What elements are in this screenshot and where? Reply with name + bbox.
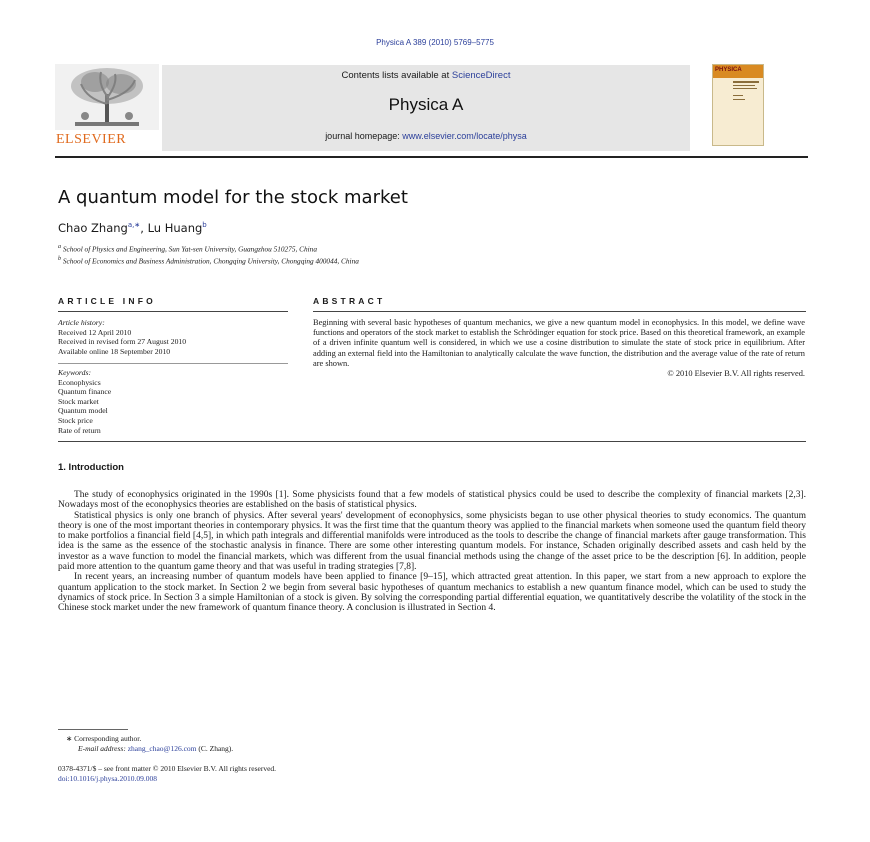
section-heading: 1. Introduction xyxy=(58,462,124,473)
affiliation-text: School of Economics and Business Administration, Chongqing University, Chongqing 400044, China xyxy=(62,256,359,266)
homepage-prefix: journal homepage: xyxy=(325,131,403,141)
keyword: Stock market xyxy=(58,396,99,406)
keyword: Quantum finance xyxy=(58,387,112,397)
history-item: Received in revised form 27 August 2010 xyxy=(58,337,187,347)
abstract-body xyxy=(313,318,805,379)
abstract-rule xyxy=(313,311,806,312)
author-separator: , xyxy=(140,221,148,235)
keyword: Quantum model xyxy=(58,406,108,416)
affiliation-text: School of Physics and Engineering, Sun Yat-sen University, Guangzhou 510275, China xyxy=(62,244,317,254)
author-name: Chao Zhang xyxy=(58,221,128,235)
affiliation xyxy=(58,256,359,265)
author-affiliation-link[interactable]: b xyxy=(202,221,207,230)
abstract-heading: ABSTRACT xyxy=(313,296,386,306)
paragraph: The study of econophysics originated in the 1990s [1]. Some physicists found that a few models of statistical physics could be used to describe the complexity of financial markets [2,3]. Nowadays most of the econophysics theories are established on the basis of statistical physics. xyxy=(58,490,806,511)
footnote-rule xyxy=(58,729,128,730)
contents-prefix: Contents lists available at xyxy=(341,70,452,81)
article-history xyxy=(58,318,298,356)
homepage-link[interactable]: www.elsevier.com/locate/physa xyxy=(402,131,527,141)
article-title: A quantum model for the stock market xyxy=(58,187,408,208)
keyword: Rate of return xyxy=(58,425,101,435)
author-affiliation-link[interactable]: a,∗ xyxy=(127,221,141,230)
introduction-body xyxy=(58,490,806,614)
affiliation-marker: a xyxy=(58,244,62,250)
contents-line xyxy=(162,70,690,81)
cover-line xyxy=(733,85,755,86)
journal-citation[interactable]: Physica A 389 (2010) 5769–5775 xyxy=(376,38,494,47)
cover-line xyxy=(733,95,743,96)
email-label: E-mail address: xyxy=(78,744,128,753)
journal-masthead xyxy=(162,65,690,151)
abstract-copyright: © 2010 Elsevier B.V. All rights reserved. xyxy=(667,369,805,379)
history-item: Available online 18 September 2010 xyxy=(58,346,171,356)
frontmatter-notice: 0378-4371/$ – see front matter © 2010 Elsevier B.V. All rights reserved. xyxy=(58,764,277,773)
cover-line xyxy=(733,99,745,100)
cover-line xyxy=(733,88,757,89)
keyword: Stock price xyxy=(58,415,93,425)
sciencedirect-link[interactable]: ScienceDirect xyxy=(451,70,511,81)
journal-cover-thumbnail xyxy=(712,64,764,146)
keywords xyxy=(58,368,298,435)
history-label: Article history: xyxy=(58,318,105,327)
keyword: Econophysics xyxy=(58,377,101,387)
cover-line xyxy=(733,81,759,83)
paragraph: In recent years, an increasing number of quantum models have been applied to finance [9–15], which attracted great attention. In this paper, we start from a new approach to explore the quantum application to the stock market. In Section 2 we begin from several basic hypotheses of quantum mechanics to establish a new quantum finance model, which can be used to study the dynamics of stock price. In Section 3 a simple Hamiltonian of a stock is given. By solving the corresponding partial differential equation, we quantitatively describe the volatility of the stock in the Chinese stock market under the new framework of quantum finance theory. A conclusion is illustrated in Section 4. xyxy=(58,572,806,614)
homepage-line xyxy=(162,131,690,141)
elsevier-wordmark: ELSEVIER xyxy=(56,132,127,147)
email-link[interactable]: zhang_chao@126.com xyxy=(127,744,197,753)
cover-title: PHYSICA xyxy=(715,67,742,73)
article-info-rule xyxy=(58,311,288,312)
affiliation xyxy=(58,244,317,253)
paragraph: Statistical physics is only one branch of physics. After several years' development of econophysics, some physicists began to use other physical theories to study economics. The quantum theory is one of the most important theories in contemporary physics. It was the first time that the quantum theory was applied to the financial markets when someone used the quantum field theory to make portfolios a financial field [4,5], in which path integrals and differential manifolds were introduced as the tools to describe the change of financial markets after gauge transformation. This idea is the same as the essence of the stochastic analysis in finance. There are some other interesting quantum models. For instance, Schaden originally described assets and cash held by the investor as a wave function to model the financial markets, which was different from the usual financial methods using the change of the asset price to be the description [6]. In addition, people paid more attention to the quantum game theory and that was useful in trading strategies [7,8]. xyxy=(58,510,806,573)
front-matter-rule xyxy=(58,441,806,442)
email-suffix: (C. Zhang). xyxy=(196,744,234,753)
abstract-text: Beginning with several basic hypotheses of quantum mechanics, we give a new quantum model in econophysics. In this model, we define wave functions and operators of the stock market to establish the Schrödinger equation for stock price. Based on this theoretical framework, an example of a driven infinite quantum well is considered, in which we use a cosine distribution to simulate the state of stock price in equilibrium. After adding an external field into the Hamiltonian to analytically calculate the wave function, the distribution and the average value of the rate of return are shown. xyxy=(313,318,805,368)
footnote-email xyxy=(78,744,233,754)
history-item: Received 12 April 2010 xyxy=(58,327,132,337)
info-divider xyxy=(58,363,288,364)
journal-name: Physica A xyxy=(388,95,464,114)
header-rule xyxy=(55,156,808,158)
affiliation-marker: b xyxy=(58,256,62,262)
author-list xyxy=(58,221,207,235)
author-name: Lu Huang xyxy=(147,221,203,235)
footnote-corresponding: ∗ Corresponding author. xyxy=(66,734,142,743)
article-info-heading: ARTICLE INFO xyxy=(58,296,156,306)
keywords-label: Keywords: xyxy=(58,368,92,377)
doi-link[interactable]: doi:10.1016/j.physa.2010.09.008 xyxy=(58,774,157,783)
